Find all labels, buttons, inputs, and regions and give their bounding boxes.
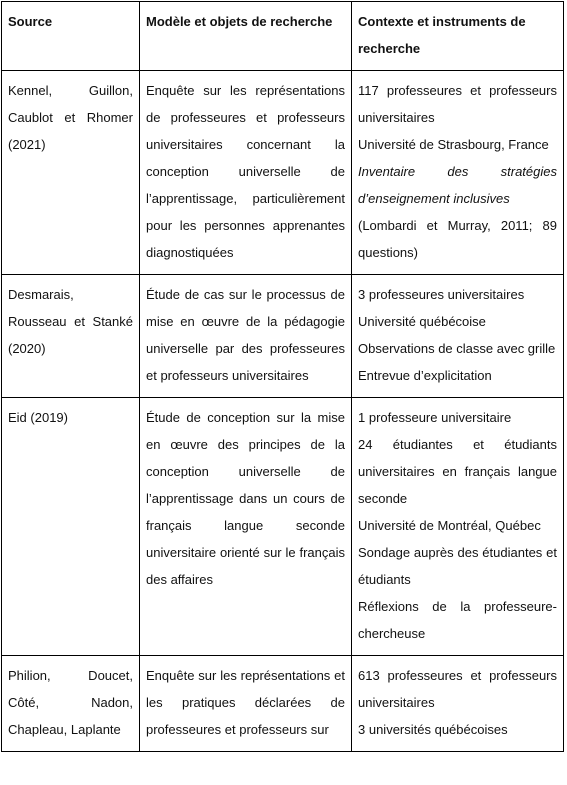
contexte-line: Sondage auprès des étudiantes et étudiants [358, 545, 557, 587]
table-row [2, 71, 564, 275]
header-contexte: Contexte et instruments de recherche [352, 2, 564, 71]
header-source: Source [2, 2, 140, 71]
contexte-line: 117 professeures et professeurs universitaires [358, 83, 557, 125]
cell-source: Eid (2019) [2, 398, 140, 656]
cell-modele: Enquête sur les représentations et les pratiques déclarées de professeures et professeurs sur [140, 656, 352, 752]
contexte-line: Observations de classe avec grille [358, 341, 556, 356]
cell-modele: Étude de conception sur la mise en œuvre des principes de la conception universelle de l’apprentissage dans un cours de français langue seconde universitaire orienté sur le français des affaires [140, 398, 352, 656]
contexte-line: 1 professeure universitaire [358, 410, 512, 425]
contexte-line: Université de Montréal, Québec [358, 518, 541, 533]
contexte-line: Réflexions de la professeure-chercheuse [358, 599, 557, 641]
cell-contexte [352, 656, 564, 752]
cell-contexte [352, 398, 564, 656]
contexte-line-instrument: Inventaire des stratégies d’enseignement inclusives [358, 164, 557, 206]
contexte-line: Université de Strasbourg, France [358, 137, 549, 152]
header-modele: Modèle et objets de recherche [140, 2, 352, 71]
cell-contexte [352, 71, 564, 275]
contexte-line: 613 professeures et professeurs universitaires [358, 668, 557, 710]
cell-source: Kennel, Guillon, Caublot et Rhomer (2021) [2, 71, 140, 275]
cell-modele: Étude de cas sur le processus de mise en œuvre de la pédagogie universelle par des professeures et professeurs universitaires [140, 275, 352, 398]
table-row [2, 398, 564, 656]
cell-modele: Enquête sur les représentations de professeures et professeurs universitaires concernant la conception universelle de l’apprentissage, particulièrement pour les personnes apprenantes diagnostiquées [140, 71, 352, 275]
table-row [2, 656, 564, 752]
contexte-line: 3 universités québécoises [358, 722, 508, 737]
contexte-line: 3 professeures universitaires [358, 287, 525, 302]
contexte-line: Université québécoise [358, 314, 486, 329]
table-row [2, 275, 564, 398]
cell-contexte [352, 275, 564, 398]
contexte-line: Entrevue d’explicitation [358, 368, 492, 383]
contexte-line: (Lombardi et Murray, 2011; 89 questions) [358, 218, 557, 260]
table-header-row [2, 2, 564, 71]
cell-source: Desmarais, Rousseau et Stanké (2020) [2, 275, 140, 398]
contexte-line: 24 étudiantes et étudiants universitaires en français langue seconde [358, 437, 557, 506]
cell-source: Philion, Doucet, Côté, Nadon, Chapleau, Laplante [2, 656, 140, 752]
literature-table [1, 1, 564, 752]
